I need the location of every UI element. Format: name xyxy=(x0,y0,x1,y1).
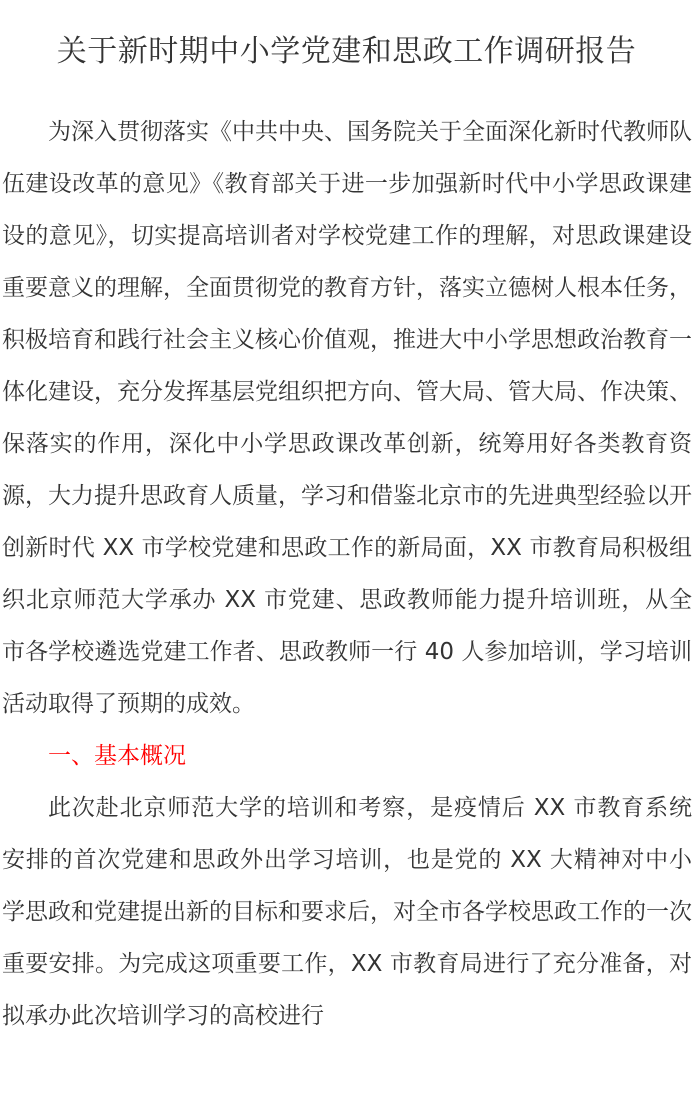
paragraph-overview: 此次赴北京师范大学的培训和考察，是疫情后 XX 市教育系统安排的首次党建和思政外出学习培训，也是党的 XX 大精神对中小学思政和党建提出新的目标和要求后，对全市各学校思政工作的一次重要安排。为完成这项重要工作，XX 市教育局进行了充分准备，对拟承办此次培训学习的高校进行 xyxy=(2,795,692,1029)
document-body xyxy=(2,106,692,1042)
document-title: 关于新时期中小学党建和思政工作调研报告 xyxy=(56,34,637,69)
paragraph-intro: 为深入贯彻落实《中共中央、国务院关于全面深化新时代教师队伍建设改革的意见》《教育部关于进一步加强新时代中小学思政课建设的意见》，切实提高培训者对学校党建工作的理解，对思政课建设重要意义的理解，全面贯彻党的教育方针，落实立德树人根本任务，积极培育和践行社会主义核心价值观，推进大中小学思想政治教育一体化建设，充分发挥基层党组织把方向、管大局、管大局、作决策、保落实的作用，深化中小学思政课改革创新，统筹用好各类教育资源，大力提升思政育人质量，学习和借鉴北京市的先进典型经验以开创新时代 XX 市学校党建和思政工作的新局面，XX 市教育局积极组织北京师范大学承办 XX 市党建、思政教师能力提升培训班，从全市各学校遴选党建工作者、思政教师一行 40 人参加培训，学习培训活动取得了预期的成效。 xyxy=(2,119,692,717)
section-heading-overview: 一、基本概况 xyxy=(48,743,186,769)
